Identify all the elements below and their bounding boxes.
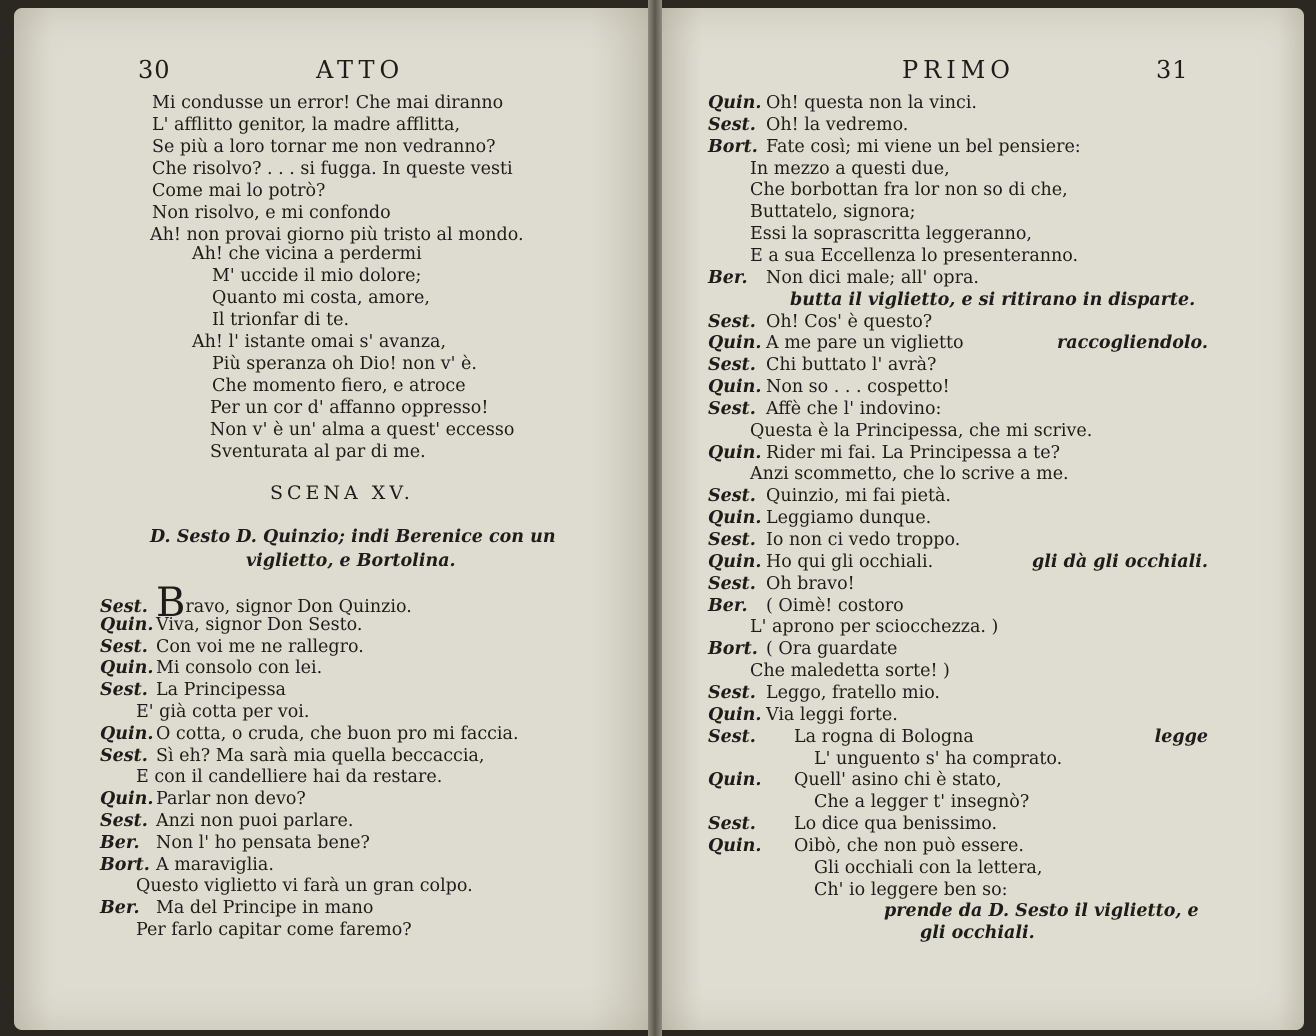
dialogue-text: Oh! la vedremo.: [766, 114, 909, 135]
dialogue-text: Io non ci vedo troppo.: [766, 530, 961, 550]
dialogue-line: [100, 854, 274, 876]
dialogue-line: [100, 897, 373, 919]
dialogue-line: [136, 701, 309, 723]
stage-direction: legge: [1154, 726, 1208, 747]
dialogue-text: Quell' asino chi è stato,: [794, 770, 1002, 791]
stage-direction: raccogliendolo.: [1057, 333, 1208, 354]
dialogue-line: [708, 835, 1024, 857]
dialogue-line: [750, 420, 1092, 442]
dialogue-text: Che borbottan fra lor non so di che,: [750, 180, 1068, 201]
dialogue-line: [100, 636, 364, 658]
speaker-name: Quin.: [708, 377, 762, 398]
dialogue-text: Rider mi fai. La Principessa a te?: [766, 442, 1060, 463]
dialogue-text: Chi buttato l' avrà?: [766, 355, 937, 376]
dialogue-text: La Principessa: [156, 680, 286, 701]
dialogue-line: [100, 614, 362, 636]
dialogue-line: [100, 679, 286, 701]
dialogue-line: [750, 223, 1032, 245]
speaker-name: Sest.: [708, 355, 756, 376]
speaker-name: Ber.: [100, 898, 140, 919]
dialogue-text: Essi la soprascritta leggeranno,: [750, 224, 1032, 245]
dialogue-text: A maraviglia.: [156, 854, 274, 875]
dialogue-text: ravo, signor Don Quinzio.: [185, 597, 412, 617]
stage-direction: gli dà gli occhiali.: [1032, 551, 1208, 572]
speaker-name: Sest.: [708, 726, 756, 747]
dialogue-line: [708, 704, 898, 726]
dialogue-line: [750, 201, 916, 223]
dialogue-line: [708, 638, 897, 660]
dialogue-text: Non dici male; all' opra.: [766, 267, 979, 288]
dialogue-line: [136, 875, 473, 897]
dialogue-line: [814, 791, 1029, 813]
dialogue-line: [136, 766, 442, 788]
dialogue-line: [708, 398, 941, 420]
dialogue-line: [750, 463, 1069, 485]
dialogue-line: [750, 245, 1078, 267]
speaker-name: Quin.: [100, 614, 154, 635]
dialogue-text: Questa è la Principessa, che mi scrive.: [750, 420, 1093, 441]
stage-direction-line: D. Sesto D. Quinzio; indi Berenice con un: [150, 527, 556, 547]
verse-line: Mi condusse un error! Che mai diranno: [152, 93, 504, 113]
dialogue-text: Che a legger t' insegnò?: [814, 792, 1030, 813]
stage-direction-line: viglietto, e Bortolina.: [246, 551, 456, 571]
dialogue-text: A me pare un viglietto: [766, 333, 964, 354]
speaker-name: Quin.: [708, 442, 762, 463]
aria-line: Il trionfar di te.: [212, 310, 350, 330]
speaker-name: Quin.: [708, 704, 762, 725]
speaker-name: Sest.: [708, 682, 756, 703]
dialogue-line: [708, 507, 931, 529]
dialogue-text: L' unguento s' ha comprato.: [814, 748, 1063, 769]
dialogue-text: Oibò, che non può essere.: [794, 835, 1024, 856]
dialogue-line: [708, 376, 950, 398]
stage-direction: butta il viglietto, e si ritirano in disparte.: [790, 289, 1196, 310]
dialogue-text: Viva, signor Don Sesto.: [156, 614, 363, 635]
verse-line: Ah! non provai giorno più tristo al mondo.: [150, 225, 524, 245]
dialogue-text: Che maledetta sorte! ): [750, 661, 950, 682]
speaker-name: Sest.: [708, 311, 756, 332]
dialogue-line: [136, 919, 412, 941]
speaker-name: Sest.: [708, 114, 756, 135]
speaker-name: Quin.: [100, 723, 154, 744]
dialogue-line: [814, 748, 1062, 770]
dialogue-line: [750, 179, 1068, 201]
speaker-name: Quin.: [708, 333, 762, 354]
dialogue-text: Parlar non devo?: [156, 789, 306, 810]
dialogue-line: [750, 660, 950, 682]
aria-line: Ah! che vicina a perdermi: [192, 244, 422, 264]
dialogue-text: Leggo, fratello mio.: [766, 682, 940, 703]
speaker-name: Quin.: [708, 835, 762, 856]
drop-cap: B: [156, 580, 186, 626]
scene-title: SCENA XV.: [270, 482, 414, 504]
speaker-name: Quin.: [100, 658, 154, 679]
speaker-name: Quin.: [708, 508, 762, 529]
dialogue-text: Con voi me ne rallegro.: [156, 636, 364, 657]
stage-direction: gli occhiali.: [920, 923, 1035, 944]
book-gutter: [648, 0, 662, 1036]
dialogue-text: Affè che l' indovino:: [766, 398, 942, 419]
dialogue-text: In mezzo a questi due,: [750, 158, 950, 179]
speaker-name: Sest.: [708, 814, 756, 835]
aria-line: Non v' è un' alma a quest' eccesso: [210, 420, 515, 440]
verse-line: L' afflitto genitor, la madre afflitta,: [152, 115, 461, 135]
aria-line: Ah! l' istante omai s' avanza,: [192, 332, 447, 352]
dialogue-line: [708, 136, 1081, 158]
aria-line: Che momento fiero, e atroce: [212, 376, 466, 396]
speaker-name: Sest.: [100, 680, 148, 701]
dialogue-line: [708, 114, 908, 136]
dialogue-line: [708, 595, 904, 617]
dialogue-line: [708, 726, 974, 748]
dialogue-text: Ho qui gli occhiali.: [766, 551, 934, 572]
speaker-name: Sest.: [708, 486, 756, 507]
aria-line: M' uccide il mio dolore;: [212, 266, 422, 286]
dialogue-line: [708, 92, 977, 114]
speaker-name: Quin.: [100, 789, 154, 810]
dialogue-text: ( Ora guardate: [766, 639, 898, 660]
dialogue-line: [814, 857, 1042, 879]
dialogue-text: Leggiamo dunque.: [766, 508, 932, 529]
running-head-left: ATTO: [316, 56, 405, 84]
dialogue-text: Fate così; mi viene un bel pensiere:: [766, 136, 1081, 157]
dialogue-line: [708, 332, 964, 354]
dialogue-text: Quinzio, mi fai pietà.: [766, 486, 951, 507]
dialogue-text: Anzi scommetto, che lo scrive a me.: [750, 464, 1069, 485]
dialogue-line: [708, 682, 940, 704]
dialogue-line: [708, 311, 932, 333]
speaker-name: Sest.: [100, 636, 148, 657]
dialogue-text: Oh bravo!: [766, 573, 855, 594]
dialogue-text: E a sua Eccellenza lo presenteranno.: [750, 245, 1079, 266]
dialogue-line: [100, 788, 306, 810]
speaker-name: Ber.: [100, 832, 140, 853]
speaker-name: Bort.: [100, 854, 150, 875]
aria-line: Più speranza oh Dio! non v' è.: [212, 354, 477, 374]
dialogue-text: Oh! Cos' è questo?: [766, 311, 933, 332]
dialogue-line: [814, 879, 1008, 901]
dialogue-text: Oh! questa non la vinci.: [766, 93, 977, 113]
aria-line: Sventurata al par di me.: [210, 442, 426, 462]
dialogue-text: E con il candelliere hai da restare.: [136, 767, 443, 788]
dialogue-text: Ch' io leggere ben so:: [814, 879, 1008, 900]
speaker-name: Ber.: [708, 267, 748, 288]
dialogue-text: Via leggi forte.: [766, 704, 898, 725]
dialogue-text: Questo viglietto vi farà un gran colpo.: [136, 876, 473, 897]
dialogue-text: Non l' ho pensata bene?: [156, 832, 370, 853]
speaker-name: Sest.: [708, 573, 756, 594]
dialogue-line: [750, 616, 998, 638]
dialogue-text: Ma del Principe in mano: [156, 898, 374, 919]
dialogue-text: Anzi non puoi parlare.: [156, 811, 354, 831]
dialogue-line: [750, 158, 950, 180]
speaker-name: Quin.: [708, 770, 762, 791]
running-head-right: PRIMO: [902, 56, 1015, 84]
dialogue-text: E' già cotta per voi.: [136, 702, 310, 722]
dialogue-line: [708, 529, 960, 551]
aria-line: Per un cor d' affanno oppresso!: [210, 398, 489, 418]
dialogue-text: O cotta, o cruda, che buon pro mi faccia.: [156, 723, 519, 744]
verse-line: Che risolvo? . . . si fugga. In queste vesti: [152, 159, 513, 179]
dialogue-line: [708, 813, 997, 835]
speaker-name: Bort.: [708, 639, 758, 660]
speaker-name: Sest.: [100, 811, 148, 831]
dialogue-line: [708, 485, 951, 507]
dialogue-line: [708, 442, 1060, 464]
dialogue-text: Lo dice qua benissimo.: [794, 814, 998, 835]
page-number-left: 30: [138, 56, 171, 84]
speaker-name: Ber.: [708, 595, 748, 616]
dialogue-line: [100, 832, 370, 854]
dialogue-text: Per farlo capitar come faremo?: [136, 920, 412, 940]
dialogue-text: Sì eh? Ma sarà mia quella beccaccia,: [156, 745, 485, 766]
speaker-name: Sest.: [708, 398, 756, 419]
speaker-name: Bort.: [708, 136, 758, 157]
dialogue-line: [708, 267, 979, 289]
dialogue-text: Buttatelo, signora;: [750, 202, 916, 223]
stage-direction: prende da D. Sesto il viglietto, e: [884, 901, 1199, 922]
page-number-right: 31: [1156, 56, 1189, 84]
speaker-name: Quin.: [708, 551, 762, 572]
dialogue-text: L' aprono per sciocchezza. ): [750, 617, 999, 638]
speaker-name: Sest.: [708, 530, 756, 550]
verse-line: Come mai lo potrò?: [152, 181, 326, 201]
dialogue-text: ( Oimè! costoro: [766, 595, 904, 616]
dialogue-line: [100, 745, 484, 767]
verse-line: Non risolvo, e mi confondo: [152, 203, 391, 223]
dialogue-line: [708, 769, 1002, 791]
dialogue-text: Gli occhiali con la lettera,: [814, 857, 1043, 878]
speaker-name: Sest.: [100, 597, 148, 617]
speaker-name: Quin.: [708, 93, 762, 113]
speaker-name: Sest.: [100, 745, 148, 766]
dialogue-line: [100, 723, 519, 745]
dialogue-text: Non so . . . cospetto!: [766, 377, 950, 398]
aria-line: Quanto mi costa, amore,: [212, 288, 430, 308]
dialogue-text: La rogna di Bologna: [794, 726, 974, 747]
dialogue-line: [100, 657, 322, 679]
verse-line: Se più a loro tornar me non vedranno?: [152, 137, 496, 157]
dialogue-line: [708, 551, 933, 573]
dialogue-line: [100, 810, 353, 832]
dialogue-line: [708, 573, 855, 595]
dialogue-line: [708, 354, 936, 376]
dialogue-text: Mi consolo con lei.: [156, 658, 323, 679]
